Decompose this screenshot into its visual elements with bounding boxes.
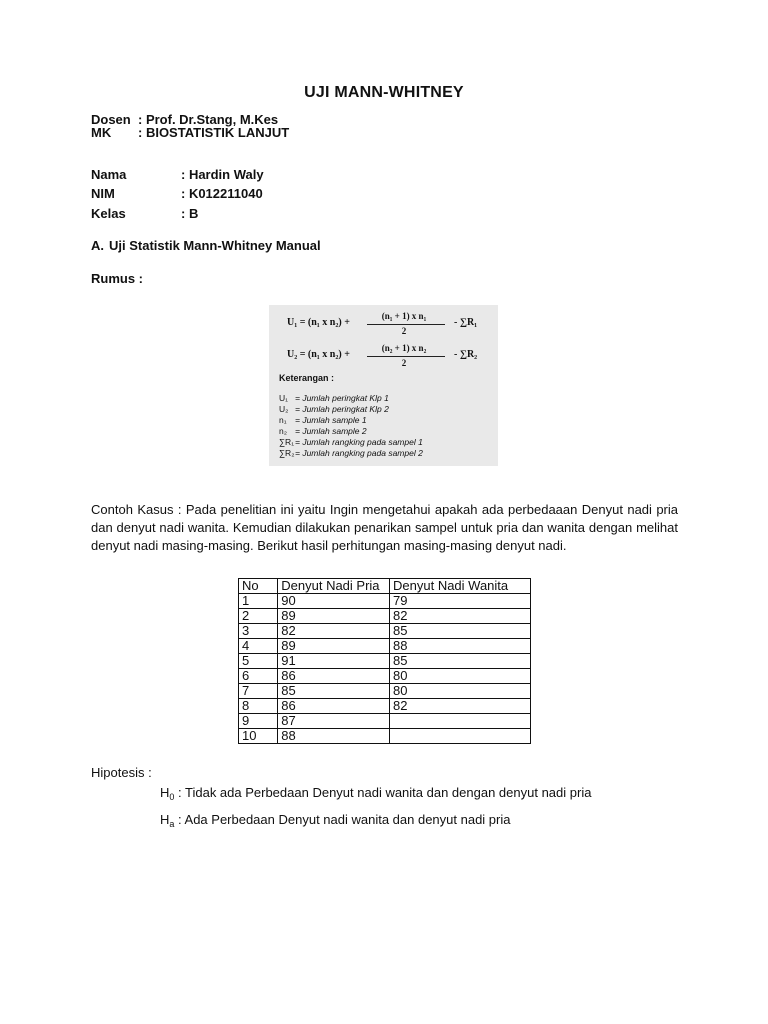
u1-denominator: 2 <box>401 326 407 336</box>
ha-symbol: H <box>160 812 170 827</box>
table-cell: 8 <box>239 699 278 714</box>
ha-subscript: a <box>169 819 175 829</box>
table-cell: 86 <box>278 699 390 714</box>
table-cell: 90 <box>278 594 390 609</box>
table-cell: 9 <box>239 714 278 729</box>
formula-image <box>269 305 498 466</box>
table-row <box>239 639 531 654</box>
nim-row <box>91 186 263 201</box>
h0-text: : Tidak ada Perbedaan Denyut nadi wanita dan dengan denyut nadi pria <box>174 785 592 800</box>
h0-subscript: 0 <box>169 792 175 802</box>
u2-denominator: 2 <box>401 358 407 368</box>
table-cell: 91 <box>278 654 390 669</box>
table-row <box>239 684 531 699</box>
keterangan-desc: = Jumlah rangking pada sampel 2 <box>295 448 423 458</box>
section-title: Uji Statistik Mann-Whitney Manual <box>109 238 321 253</box>
keterangan-symbol: n₁ <box>279 415 287 425</box>
table-cell: 3 <box>239 624 278 639</box>
section-a-heading <box>91 238 321 253</box>
kelas-value: : B <box>181 206 199 221</box>
nama-row <box>91 167 264 182</box>
table-cell: 80 <box>390 684 531 699</box>
table-row <box>239 669 531 684</box>
table-cell <box>390 729 531 744</box>
table-row <box>239 714 531 729</box>
keterangan-item <box>279 404 389 414</box>
table-row <box>239 609 531 624</box>
table-row <box>239 654 531 669</box>
table-cell: 85 <box>390 654 531 669</box>
keterangan-symbol: U₂ <box>279 404 289 414</box>
nim-label: NIM <box>91 186 115 201</box>
rumus-label: Rumus : <box>91 271 143 286</box>
table-cell: 5 <box>239 654 278 669</box>
keterangan-symbol: U₁ <box>279 393 289 403</box>
u2-fraction-line <box>367 356 445 357</box>
keterangan-item <box>279 426 367 436</box>
table-row <box>239 699 531 714</box>
keterangan-item <box>279 415 367 425</box>
contoh-kasus-paragraph: Contoh Kasus : Pada penelitian ini yaitu Ingin mengetahui apakah ada perbedaaan Denyut nadi pria dan denyut nadi wanita. Kemudian dilakukan penarikan sampel untuk pria dan wanita dengan melihat denyut nadi masing-masing. Berikut hasil perhitungan masing-masing denyut nadi. <box>91 502 678 553</box>
table-cell: 4 <box>239 639 278 654</box>
nim-value: : K012211040 <box>181 186 263 201</box>
dosen-label: Dosen <box>91 112 131 127</box>
table-cell <box>390 714 531 729</box>
u1-formula-right: - ∑R₁ <box>454 317 478 328</box>
h0-symbol: H <box>160 785 170 800</box>
table-row <box>239 624 531 639</box>
table-cell: 2 <box>239 609 278 624</box>
hypothesis-h0 <box>160 785 591 802</box>
table-header-cell: Denyut Nadi Wanita <box>390 579 531 594</box>
table-cell: 89 <box>278 609 390 624</box>
table-header-cell: No <box>239 579 278 594</box>
u2-formula-right: - ∑R₂ <box>454 349 478 360</box>
keterangan-desc: = Jumlah sample 1 <box>295 415 367 425</box>
kelas-row <box>91 206 198 221</box>
table-cell: 86 <box>278 669 390 684</box>
nama-value: : Hardin Waly <box>181 167 264 182</box>
keterangan-symbol: n₂ <box>279 426 288 436</box>
hipotesis-label: Hipotesis : <box>91 765 152 780</box>
keterangan-item <box>279 448 423 458</box>
mk-row <box>91 125 289 140</box>
table-cell: 88 <box>390 639 531 654</box>
u2-formula-left: U₂ = (n₁ x n₂) + <box>287 349 350 360</box>
table-cell: 80 <box>390 669 531 684</box>
mk-value: : BIOSTATISTIK LANJUT <box>138 125 290 140</box>
table-cell: 89 <box>278 639 390 654</box>
table-row <box>239 594 531 609</box>
table-cell: 85 <box>390 624 531 639</box>
keterangan-symbol: ∑R₂ <box>279 448 295 458</box>
mk-label: MK <box>91 125 112 140</box>
table-cell: 1 <box>239 594 278 609</box>
u2-numerator: (n₂ + 1) x n₂ <box>381 343 427 353</box>
section-number: A. <box>91 238 104 253</box>
table-cell: 82 <box>390 699 531 714</box>
keterangan-desc: = Jumlah rangking pada sampel 1 <box>295 437 423 447</box>
ha-text: : Ada Perbedaan Denyut nadi wanita dan denyut nadi pria <box>174 812 511 827</box>
table-header-row <box>239 579 531 594</box>
keterangan-symbol: ∑R₁ <box>279 437 295 447</box>
keterangan-item <box>279 393 389 403</box>
table-row <box>239 729 531 744</box>
table-cell: 6 <box>239 669 278 684</box>
keterangan-desc: = Jumlah peringkat Klp 1 <box>295 393 389 403</box>
keterangan-desc: = Jumlah peringkat Klp 2 <box>295 404 389 414</box>
u1-fraction-line <box>367 324 445 325</box>
table-cell: 7 <box>239 684 278 699</box>
u1-numerator: (n₁ + 1) x n₁ <box>381 311 427 321</box>
keterangan-item <box>279 437 423 447</box>
table-cell: 82 <box>390 609 531 624</box>
keterangan-title: Keterangan : <box>279 373 335 383</box>
kelas-label: Kelas <box>91 206 126 221</box>
table-header-cell: Denyut Nadi Pria <box>278 579 390 594</box>
table-cell: 85 <box>278 684 390 699</box>
table-cell: 82 <box>278 624 390 639</box>
table-cell: 87 <box>278 714 390 729</box>
keterangan-desc: = Jumlah sample 2 <box>295 426 367 436</box>
u1-formula-left: U₁ = (n₁ x n₂) + <box>287 317 350 328</box>
dosen-value: : Prof. Dr.Stang, M.Kes <box>138 112 279 127</box>
nama-label: Nama <box>91 167 127 182</box>
data-table <box>238 578 531 744</box>
table-cell: 79 <box>390 594 531 609</box>
table-cell: 88 <box>278 729 390 744</box>
hypothesis-ha <box>160 812 510 829</box>
table-cell: 10 <box>239 729 278 744</box>
document-title: UJI MANN-WHITNEY <box>304 84 464 101</box>
